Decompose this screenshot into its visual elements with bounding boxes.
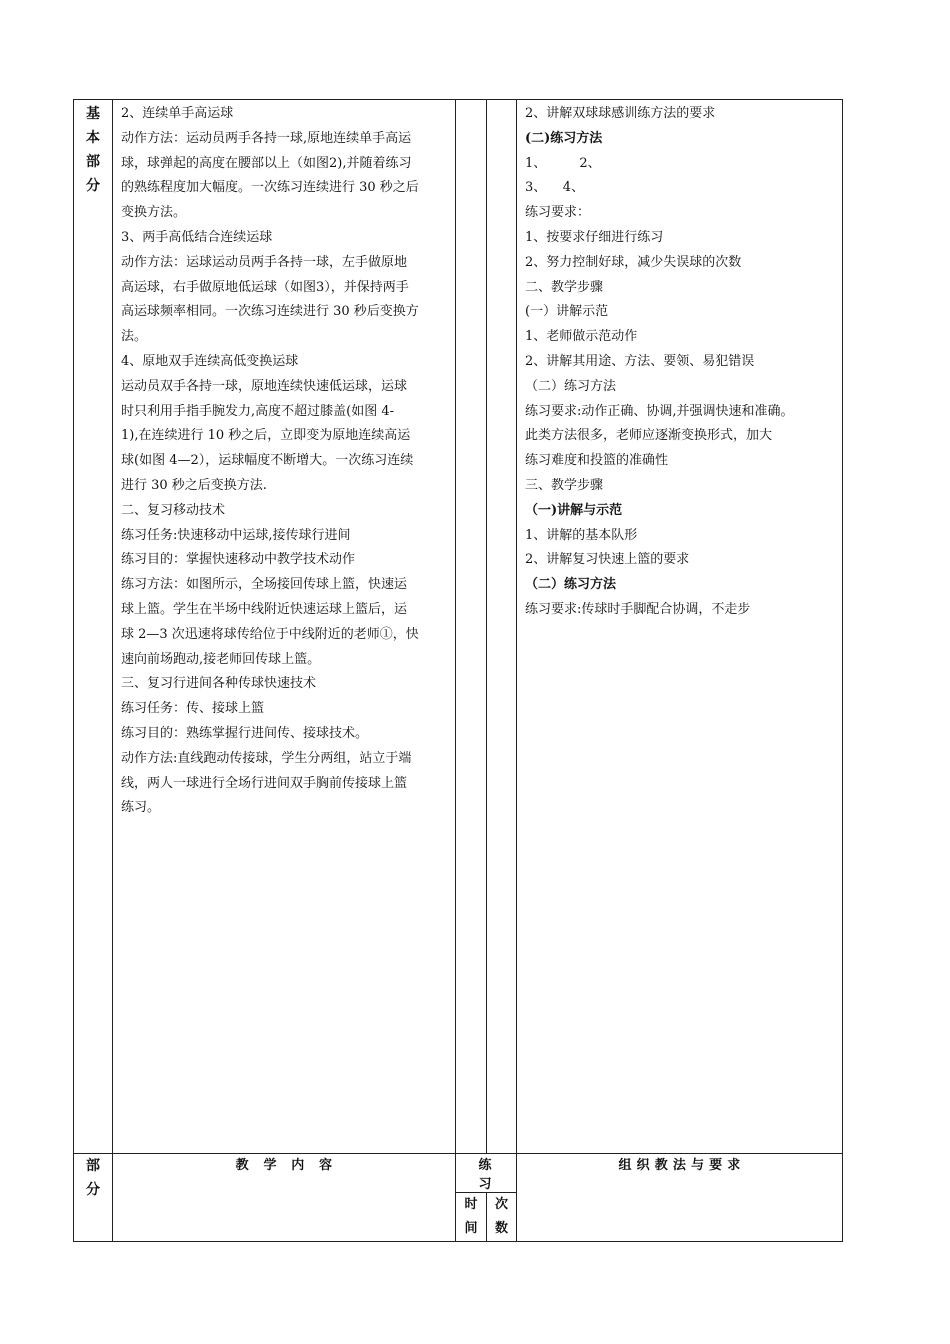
content-line: 二、复习移动技术 (121, 502, 226, 518)
content-line: 进行 30 秒之后变换方法. (121, 477, 267, 493)
content-line: 动作方法：运球运动员两手各持一球，左手做原地 (121, 254, 408, 270)
content-line: 球上篮。学生在半场中线附近快速运球上篮后，运 (121, 601, 408, 617)
teaching-content (113, 100, 455, 821)
organization-methods (517, 100, 842, 623)
organization-line: 2、努力控制好球，减少失误球的次数 (525, 254, 742, 270)
content-line: 线，两人一球进行全场行进间双手胸前传接球上篮 (121, 775, 408, 791)
content-line: 动作方法：运动员两手各持一球,原地连续单手高运 (121, 130, 412, 146)
content-line: 三、复习行进间各种传球快速技术 (121, 676, 317, 692)
content-line: 速向前场跑动,接老师回传球上篮。 (121, 651, 321, 667)
footer-header-row (74, 1154, 843, 1193)
organization-line: 练习要求： (525, 205, 591, 221)
content-line: 运动员双手各持一球，原地连续快速低运球，运球 (121, 378, 408, 394)
content-line: 练习任务：传、接球上篮 (121, 701, 265, 717)
footer-count-label: 次 数 (487, 1193, 517, 1242)
organization-line: 练习要求:动作正确、协调,并强调快速和准确。 (525, 403, 794, 419)
part-label-basic: 基 本 部 分 (86, 106, 100, 194)
content-line: 高运球频率相同。一次练习连续进行 30 秒后变换方 (121, 304, 419, 320)
practice-time-cell (456, 100, 487, 1154)
content-line: 法。 (121, 329, 148, 345)
main-section-row (74, 100, 843, 1154)
content-line: 1),在连续进行 10 秒之后，立即变为原地连续高运 (121, 428, 411, 444)
content-line: 4、原地双手连续高低变换运球 (121, 353, 299, 369)
teaching-content-cell (113, 100, 456, 1154)
footer-part-label: 部 分 (74, 1154, 113, 1242)
organization-line: （二）练习方法 (525, 378, 617, 394)
organization-line: （二）练习方法 (525, 577, 617, 593)
content-line: 时只利用手指手腕发力,高度不超过膝盖(如图 4- (121, 403, 395, 419)
practice-count-cell (487, 100, 517, 1154)
organization-line: 1、老师做示范动作 (525, 329, 638, 345)
content-line: 高运球，右手做原地低运球（如图3），并保持两手 (121, 279, 409, 295)
content-line: 变换方法。 (121, 205, 187, 221)
content-line: 练习方法：如图所示，全场接回传球上篮，快速运 (121, 577, 408, 593)
organization-line: 2、讲解复习快速上篮的要求 (525, 552, 690, 568)
content-line: 练习目的：熟练掌握行进间传、接球技术。 (121, 725, 369, 741)
footer-practice-label: 练习 (456, 1154, 517, 1193)
organization-line: 2、讲解双球球感训练方法的要求 (525, 106, 716, 121)
organization-line: 三、教学步骤 (525, 477, 604, 493)
content-line: 球(如图 4—2），运球幅度不断增大。一次练习连续 (121, 453, 414, 469)
organization-line: 1、 2、 (525, 155, 601, 171)
organization-line: 1、讲解的基本队形 (525, 527, 638, 543)
content-line: 的熟练程度加大幅度。一次练习连续进行 30 秒之后 (121, 180, 419, 196)
content-line: 球，球弹起的高度在腰部以上（如图2),并随着练习 (121, 155, 412, 171)
organization-line: (二)练习方法 (525, 130, 603, 146)
part-cell (74, 100, 113, 1154)
organization-line: 二、教学步骤 (525, 279, 604, 295)
content-line: 动作方法:直线跑动传接球，学生分两组，站立于端 (121, 750, 412, 766)
footer-organization-label: 组 织 教 法 与 要 求 (517, 1154, 843, 1242)
organization-line: 此类方法很多，老师应逐渐变换形式，加大 (525, 428, 773, 444)
content-line: 练习任务:快速移动中运球,接传球行进间 (121, 527, 351, 543)
organization-line: 练习要求:传球时手脚配合协调，不走步 (525, 601, 751, 617)
footer-content-label: 教 学 内 容 (113, 1154, 456, 1242)
organization-line: （一)讲解与示范 (525, 502, 623, 518)
lesson-plan-table (73, 99, 843, 1242)
content-line: 3、两手高低结合连续运球 (121, 229, 273, 245)
organization-line: (一）讲解示范 (525, 304, 609, 320)
content-line: 练习。 (121, 800, 161, 816)
organization-line: 1、按要求仔细进行练习 (525, 229, 664, 245)
content-line: 2、连续单手高运球 (121, 106, 234, 121)
organization-cell (517, 100, 843, 1154)
organization-line: 3、 4、 (525, 180, 585, 196)
content-line: 球 2—3 次迅速将球传给位于中线附近的老师①，快 (121, 626, 419, 642)
footer-time-label: 时 间 (456, 1193, 487, 1242)
organization-line: 2、讲解其用途、方法、要领、易犯错误 (525, 353, 755, 369)
organization-line: 练习难度和投篮的准确性 (525, 453, 669, 469)
content-line: 练习目的：掌握快速移动中教学技术动作 (121, 552, 356, 568)
